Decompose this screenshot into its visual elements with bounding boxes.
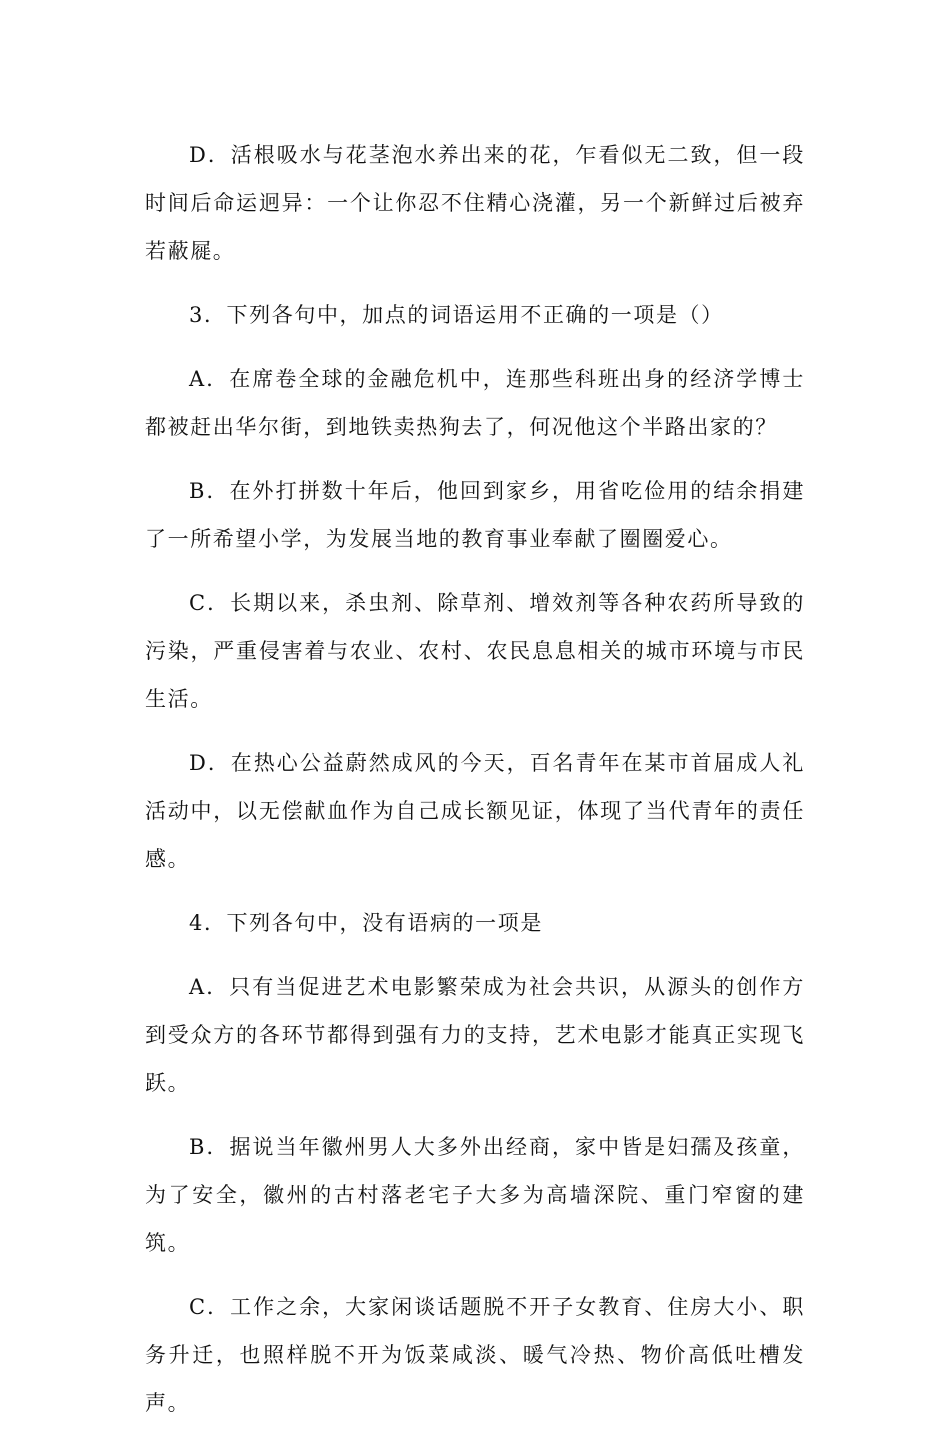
question-3-option-a: A．在席卷全球的金融危机中，连那些科班出身的经济学博士都被赶出华尔街，到地铁卖热狗去了，何况他这个半路出家的？ bbox=[145, 367, 805, 439]
question-3-option-d: D．在热心公益蔚然成风的今天，百名青年在某市首届成人礼活动中，以无偿献血作为自己成长额见证，体现了当代青年的责任感。 bbox=[145, 751, 805, 871]
question-3-stem: 3．下列各句中，加点的词语运用不正确的一项是（） bbox=[189, 303, 724, 327]
document-body bbox=[145, 131, 805, 1443]
question-4-option-c: C．工作之余，大家闲谈话题脱不开子女教育、住房大小、职务升迁，也照样脱不开为饭菜咸淡、暖气冷热、物价高低吐槽发声。 bbox=[145, 1295, 805, 1415]
question-4-option-b: B．据说当年徽州男人大多外出经商，家中皆是妇孺及孩童，为了安全，徽州的古村落老宅子大多为高墙深院、重门窄窗的建筑。 bbox=[145, 1135, 805, 1255]
question-3-option-c: C．长期以来，杀虫剂、除草剂、增效剂等各种农药所导致的污染，严重侵害着与农业、农村、农民息息相关的城市环境与市民生活。 bbox=[145, 591, 805, 711]
question-3-option-b: B．在外打拼数十年后，他回到家乡，用省吃俭用的结余捐建了一所希望小学，为发展当地的教育事业奉献了圈圈爱心。 bbox=[145, 479, 805, 551]
question-4-option-a: A．只有当促进艺术电影繁荣成为社会共识，从源头的创作方到受众方的各环节都得到强有力的支持，艺术电影才能真正实现飞跃。 bbox=[145, 975, 805, 1095]
question-4-stem: 4．下列各句中，没有语病的一项是 bbox=[189, 911, 543, 935]
paragraph-option-d-flowers: D．活根吸水与花茎泡水养出来的花，乍看似无二致，但一段时间后命运迥异：一个让你忍不住精心浇灌，另一个新鲜过后被弃若蔽屣。 bbox=[145, 143, 805, 263]
